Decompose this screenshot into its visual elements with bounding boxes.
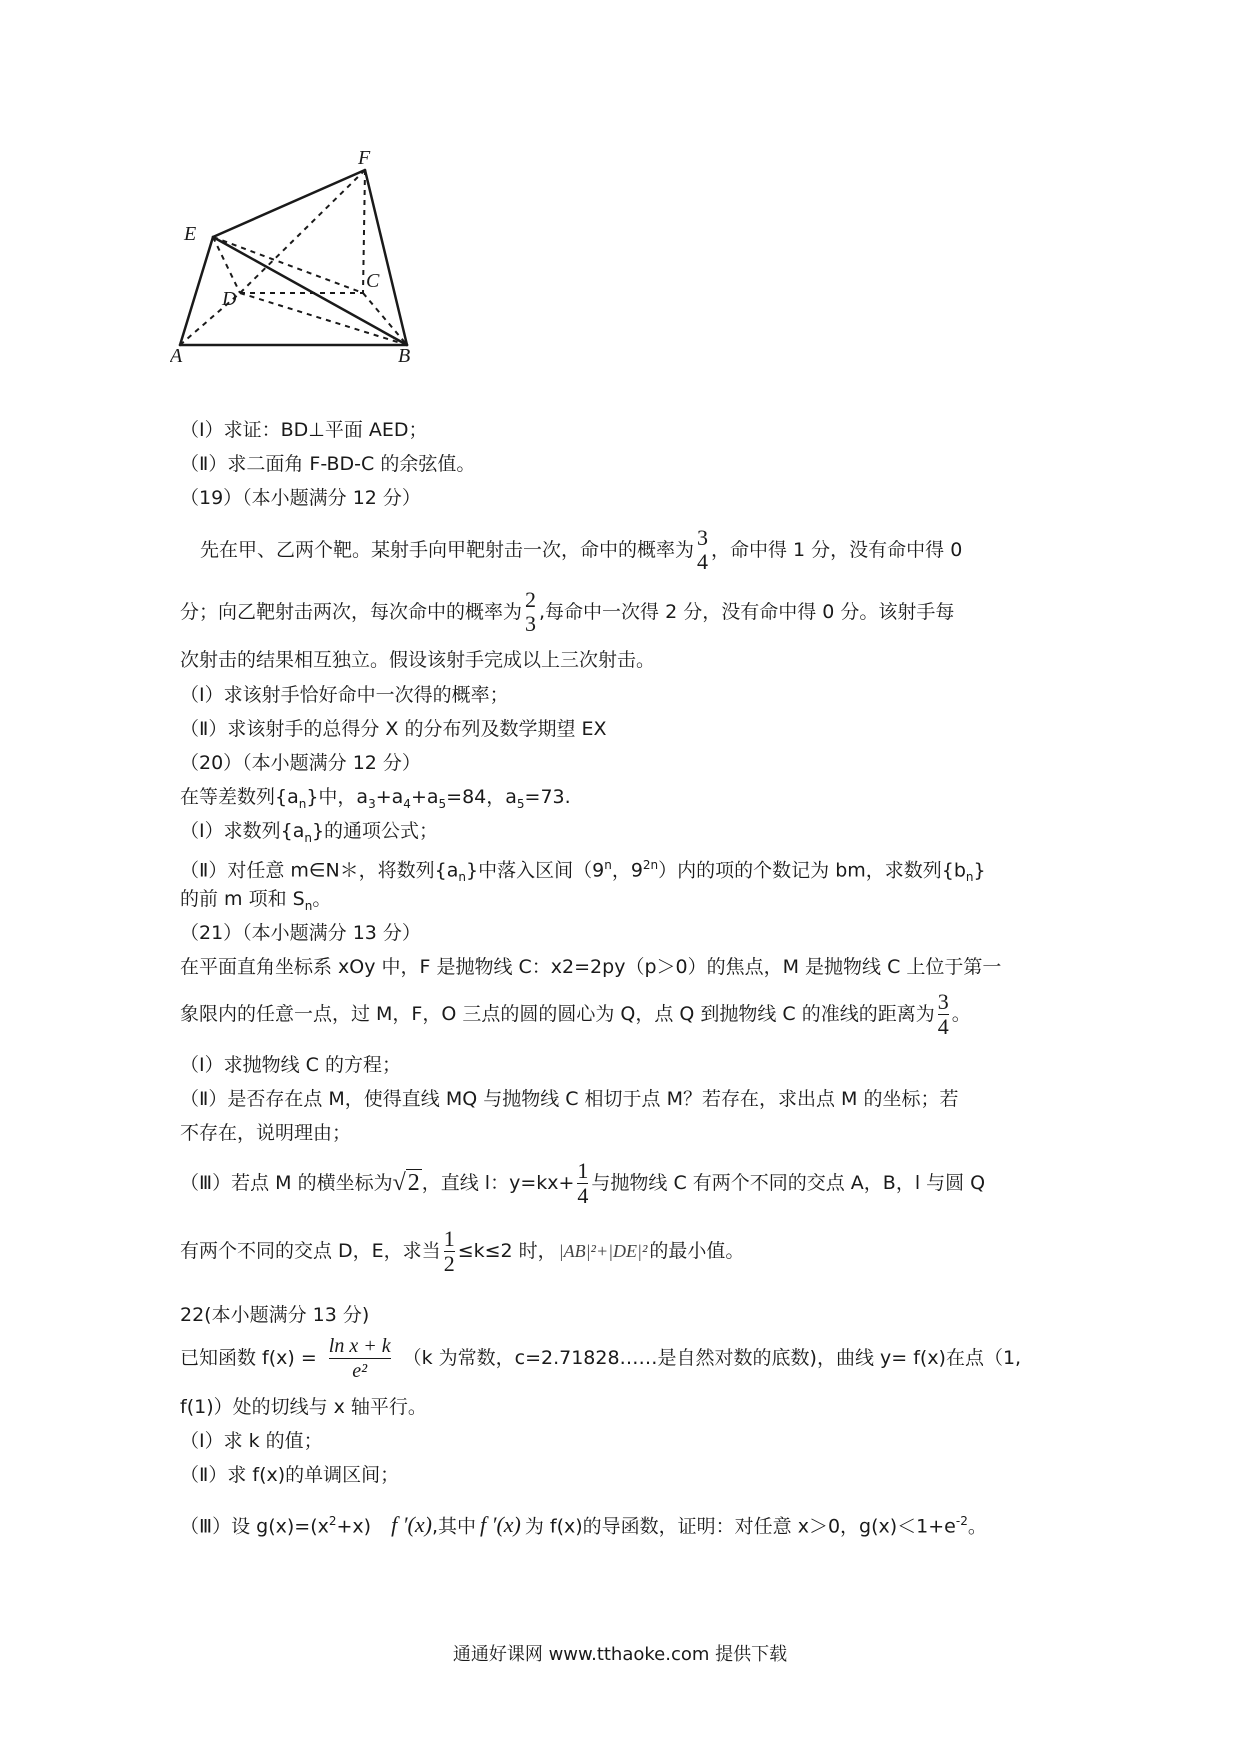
abs-expression-image: |AB|²+|DE|² xyxy=(558,1241,648,1261)
q20-line1: 在等差数列$\{a_n\}$中，$a_3+a_4+a_5=84$，$a_5=73$. xyxy=(180,786,571,811)
edge-FD xyxy=(240,170,365,293)
fraction-3-4: $\frac{3}{4}$ xyxy=(937,988,949,1039)
edge-DB xyxy=(240,293,407,345)
geometry-figure xyxy=(170,150,410,365)
edge-EA xyxy=(180,237,213,345)
fraction-2-3: 2 3 xyxy=(525,587,537,636)
q20-part2-line2: 的前 m 项和 $S_n$。 xyxy=(180,888,332,913)
q21-part2-line2: 不存在，说明理由； xyxy=(180,1122,352,1144)
q21-line2: 象限内的任意一点，过 M，F，O 三点的圆的圆心为 Q，点 Q 到抛物线 C 的准线的距离为 $\frac{3}{4}$ 。 xyxy=(180,988,971,1039)
fraction-1-4: $\frac{1}{4}$ xyxy=(577,1157,589,1208)
q22-part3: （Ⅲ）设 $g(x)=(x^2+x)$ f ′(x),其中 f ′(x) 为 f(x)的导函数，证明：对任意 x＞0，$g(x)<1+e^{-2}$。 xyxy=(180,1512,987,1538)
q22-part1: （Ⅰ）求 k 的值； xyxy=(180,1430,323,1452)
q21-part1: （Ⅰ）求抛物线 C 的方程； xyxy=(180,1054,401,1076)
q20-part2: （Ⅱ）对任意 m∈N＊，将数列$\{a_n\}$中落入区间（9$^n$，$9^{2n}$）内的项的个数记为 bm，求数列$\{b_n\}$ xyxy=(180,858,986,885)
q22-line1: 已知函数 f(x) = $\frac{\text{ln x + k}}{\text{e²}}$ （k 为常数，c=2.71828……是自然对数的底数)，曲线 y= f(x)在点（1, xyxy=(180,1334,1022,1382)
q21-part2-line1: （Ⅱ）是否存在点 M，使得直线 MQ 与抛物线 C 相切于点 M？若存在，求出点 M 的坐标；若 xyxy=(180,1088,959,1110)
q19-line2: 分；向乙靶射击两次，每次命中的概率为 2 3 ,每命中一次得 2 分，没有命中得 0 分。该射手每 xyxy=(180,587,955,636)
sqrt-2: √2 xyxy=(392,1170,420,1196)
label-D: D xyxy=(222,288,237,310)
q21-header: （21）（本小题满分 13 分） xyxy=(180,922,421,944)
q19-line1: 先在甲、乙两个靶。某射手向甲靶射击一次，命中的概率为 3 4 ，命中得 1 分，没有命中得 0 xyxy=(200,525,963,574)
q21-part3-line1: （Ⅲ）若点 M 的横坐标为 √2 ，直线 l：y=kx+ $\frac{1}{4}$ 与抛物线 C 有两个不同的交点 A，B，l 与圆 Q xyxy=(180,1157,986,1208)
edge-EF xyxy=(213,170,365,237)
q19-part2: （Ⅱ）求该射手的总得分 X 的分布列及数学期望 EX xyxy=(180,718,607,740)
q22-part2: （Ⅱ）求 f(x)的单调区间； xyxy=(180,1464,400,1486)
q19-header: （19）（本小题满分 12 分） xyxy=(180,487,421,509)
label-E: E xyxy=(184,223,197,245)
q18-part2: （Ⅱ）求二面角 F-BD-C 的余弦值。 xyxy=(180,453,476,475)
q19-part1: （Ⅰ）求该射手恰好命中一次得的概率； xyxy=(180,684,509,706)
q19-line3: 次射击的结果相互独立。假设该射手完成以上三次射击。 xyxy=(180,649,656,671)
label-A: A xyxy=(170,345,183,365)
footer-text: 通通好课网 www.tthaoke.com 提供下载 xyxy=(452,1644,788,1665)
edge-FC xyxy=(363,170,365,293)
q21-part3-line2: 有两个不同的交点 D，E，求当 $\frac{1}{2}$ ≤k≤2 时， |AB|²+|DE|² 的最小值。 xyxy=(180,1225,745,1276)
q20-part1: （Ⅰ）求数列$\{a_n\}$的通项公式； xyxy=(180,820,439,845)
label-C: C xyxy=(366,270,380,292)
q22-header: 22(本小题满分 13 分) xyxy=(180,1304,370,1326)
label-F: F xyxy=(358,150,371,169)
q21-line1: 在平面直角坐标系 xOy 中，F 是抛物线 C：x2=2py（p＞0）的焦点，M 是抛物线 C 上位于第一 xyxy=(180,956,1002,978)
q20-header: （20）（本小题满分 12 分） xyxy=(180,752,421,774)
label-B: B xyxy=(398,345,410,365)
fraction-3-4: 3 4 xyxy=(697,525,709,574)
fraction-lnx-k-over-e2: $\frac{\text{ln x + k}}{\text{e²}}$ xyxy=(328,1334,391,1382)
q18-part1: （Ⅰ）求证：BD⊥平面 AED； xyxy=(180,419,428,441)
q22-line2: f(1)）处的切线与 x 轴平行。 xyxy=(180,1396,427,1418)
fraction-1-2: $\frac{1}{2}$ xyxy=(443,1225,455,1276)
